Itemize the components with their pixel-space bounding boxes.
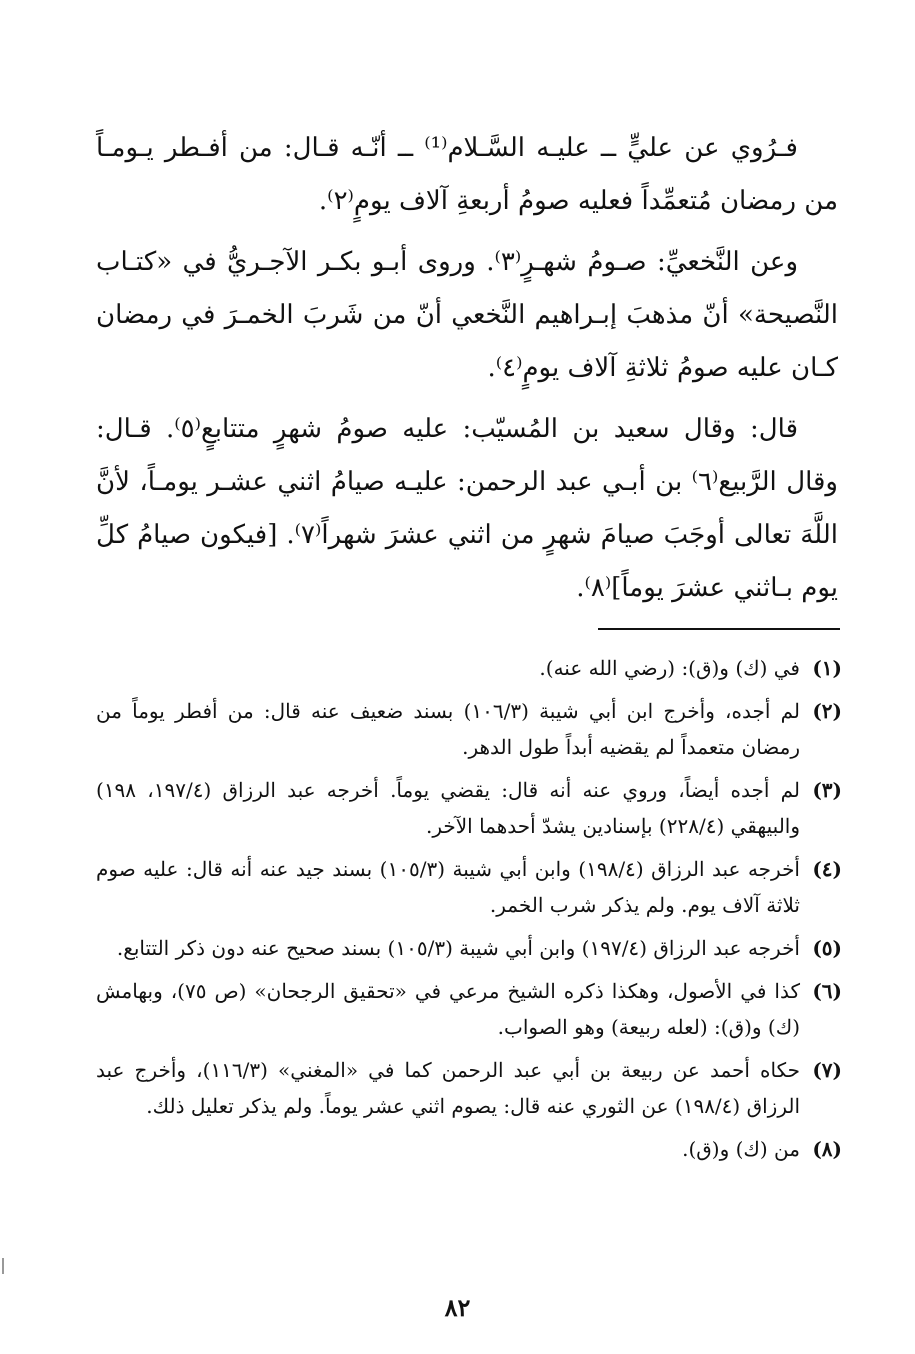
paragraph-3: قال: وقال سعيد بن المُسيّب: عليه صومُ شهرٍ متتابعٍ⁽٥⁾. قـال: وقال الرَّبيع⁽٦⁾ بن أبـي عبد الرحمن: عليـه صيامُ اثني عشـر يومـاً، لأنَّ اللَّهَ تعالى أوجَبَ صيامَ شهرٍ من اثني عشرَ شهراً⁽٧⁾. [فيكون صيامُ كلِّ يوم بـاثني عشرَ يوماً]⁽٨⁾. <box>96 414 838 603</box>
footnote <box>96 851 842 923</box>
footnote <box>96 973 842 1045</box>
footnote-number: (٣) <box>812 778 842 802</box>
footnote-text: لم أجده أيضاً، وروي عنه أنه قال: يقضي يوماً. أخرجه عبد الرزاق (١٩٧/٤، ١٩٨) والبيهقي (٢٢٨/٤) بإسنادين يشدّ أحدهما الآخر. <box>96 778 801 838</box>
paragraph-2: وعن النَّخعيِّ: صـومُ شهـرٍ⁽٣⁾. وروى أبـو بكـر الآجـريُّ في «كتـاب النَّصيحة» أنّ مذهبَ إبـراهيم النَّخعي أنّ من شَربَ الخمـرَ في رمضان كـان عليه صومُ ثلاثةِ آلاف يومٍ⁽٤⁾. <box>96 247 838 383</box>
footnote-number: (٤) <box>812 857 842 881</box>
footnote-text: كذا في الأصول، وهكذا ذكره الشيخ مرعي في «تحقيق الرجحان» (ص ٧٥)، وبهامش (ك) و(ق): (لعله ربيعة) وهو الصواب. <box>96 979 800 1039</box>
footnote-number: (٦) <box>812 979 842 1003</box>
footnote-text: لم أجده، وأخرج ابن أبي شيبة (١٠٦/٣) بسند ضعيف عنه قال: من أفطر يوماً من رمضان متعمداً لم يقضيه أبداً طول الدهر. <box>96 699 800 759</box>
footnote-number: (٧) <box>812 1058 842 1082</box>
footnote-text: حكاه أحمد عن ربيعة بن أبي عبد الرحمن كما في «المغني» (١١٦/٣)، وأخرج عبد الرزاق (١٩٨/٤) عن الثوري عنه قال: يصوم اثني عشر يوماً. ولم يذكر تعليل ذلك. <box>96 1058 800 1118</box>
footnote <box>96 650 842 686</box>
page-number: ٨٢ <box>444 1293 471 1322</box>
footnote <box>96 1131 842 1167</box>
footnote-text: في (ك) و(ق): (رضي الله عنه). <box>539 656 800 680</box>
footnotes <box>96 650 842 1174</box>
footnote-number: (١) <box>812 656 842 680</box>
footnote <box>96 930 842 966</box>
footnote <box>96 693 842 765</box>
main-text <box>96 122 838 623</box>
footnote <box>96 1052 842 1124</box>
footnote-text: من (ك) و(ق). <box>682 1137 800 1161</box>
footnote-text: أخرجه عبد الرزاق (١٩٨/٤) وابن أبي شيبة (١٠٥/٣) بسند جيد عنه أنه قال: عليه صوم ثلاثة آلاف يوم. ولم يذكر شرب الخمر. <box>96 857 800 917</box>
footnote-number: (٢) <box>812 699 842 723</box>
paragraph-1: فـرُوي عن عليٍّ ــ عليـه السَّـلام⁽¹⁾ ــ أنّـه قـال: من أفـطر يـومـاً من رمضان مُتعمِّداً فعليه صومُ أربعةِ آلاف يومٍ⁽٢⁾. <box>96 133 838 216</box>
footnote-text: أخرجه عبد الرزاق (١٩٧/٤) وابن أبي شيبة (١٠٥/٣) بسند صحيح عنه دون ذكر التتابع. <box>116 936 800 960</box>
footnote-number: (٥) <box>812 936 842 960</box>
footnote-divider <box>598 628 840 630</box>
scan-edge-mark <box>2 1258 4 1274</box>
footnote <box>96 772 842 844</box>
footnote-number: (٨) <box>812 1137 842 1161</box>
